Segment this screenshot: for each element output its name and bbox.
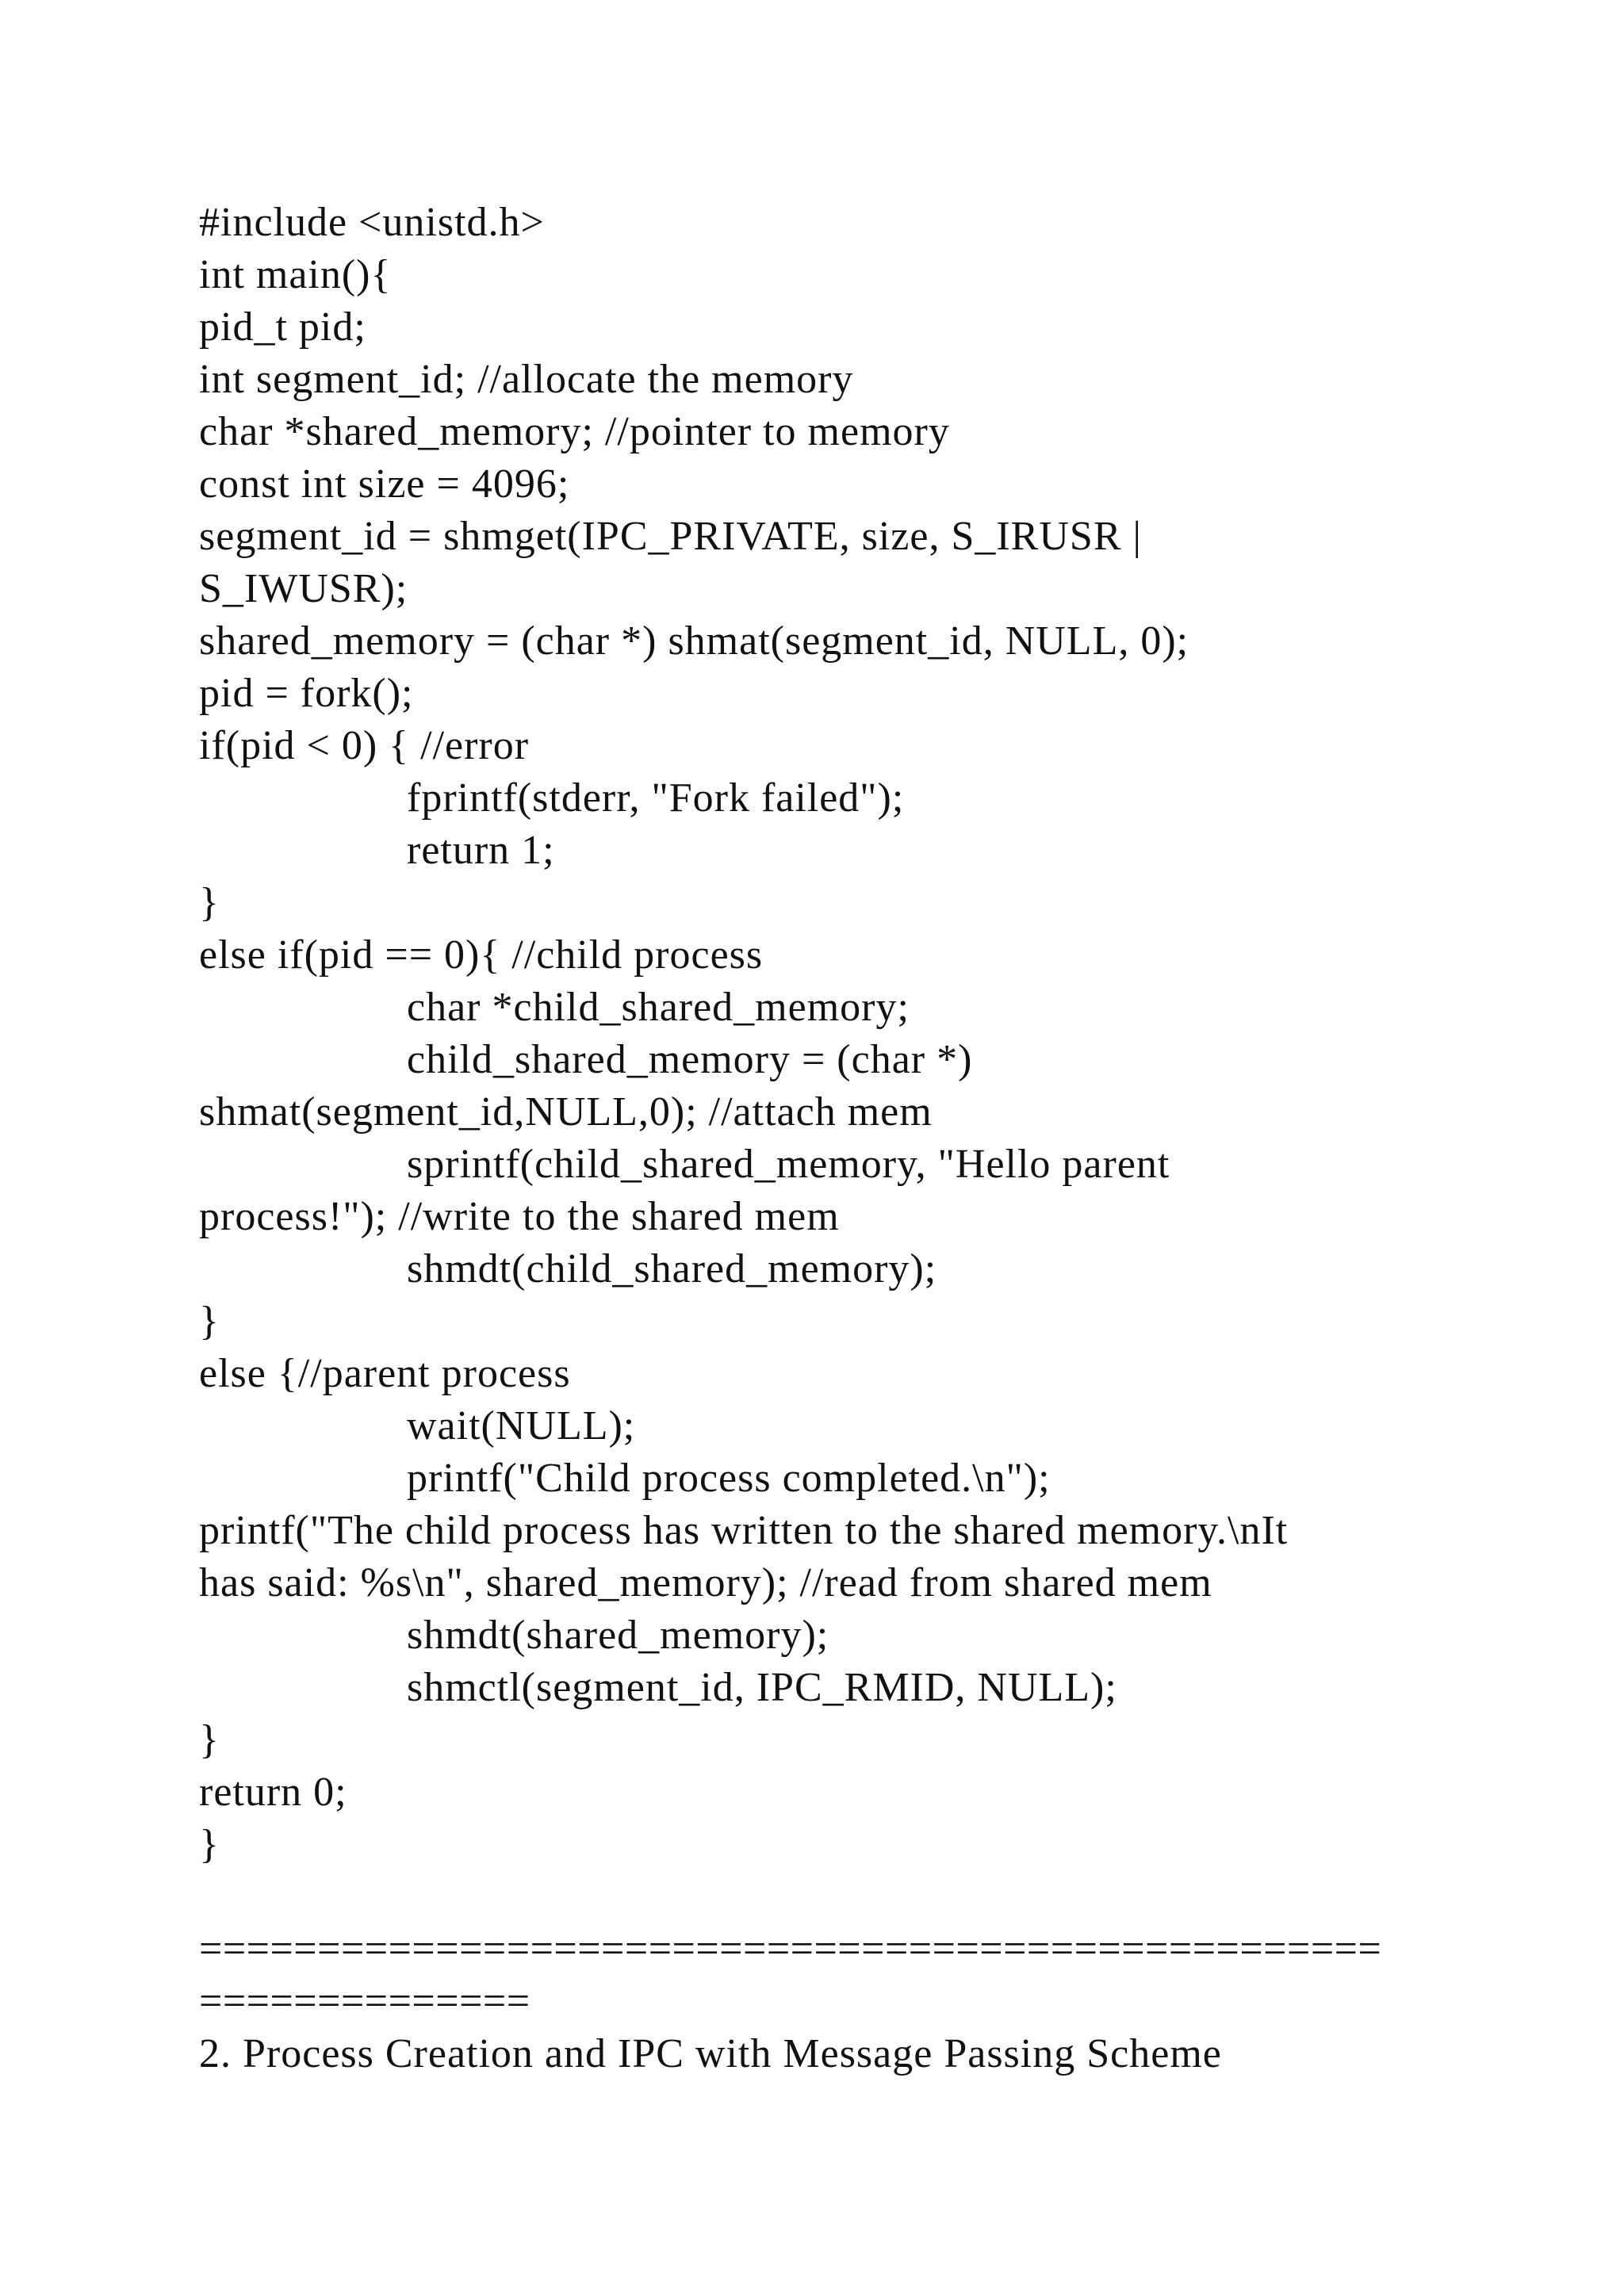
text-line-indented: char *child_shared_memory;	[407, 985, 910, 1030]
text-line: if(pid < 0) { //error	[199, 723, 530, 768]
text-line: #include <unistd.h>	[199, 200, 545, 245]
text-line-indented: sprintf(child_shared_memory, "Hello parent	[407, 1142, 1170, 1187]
text-line: }	[199, 880, 220, 925]
text-line: S_IWUSR);	[199, 566, 408, 611]
text-line-indented: return 1;	[407, 828, 555, 873]
text-line: printf("The child process has written to the shared memory.\nIt	[199, 1508, 1289, 1553]
text-line: char *shared_memory; //pointer to memory	[199, 409, 950, 454]
text-line: process!"); //write to the shared mem	[199, 1194, 840, 1239]
text-line: else {//parent process	[199, 1351, 571, 1396]
text-line: int main(){	[199, 252, 392, 297]
text-line-indented: child_shared_memory = (char *)	[407, 1037, 973, 1082]
blank-line	[199, 1871, 1436, 1923]
code-listing	[199, 197, 1436, 2080]
text-line: shared_memory = (char *) shmat(segment_id, NULL, 0);	[199, 618, 1189, 664]
separator-line: ==================================================	[199, 1927, 1382, 1972]
text-line-indented: fprintf(stderr, "Fork failed");	[407, 775, 905, 821]
text-line: const int size = 4096;	[199, 461, 570, 507]
text-line: pid = fork();	[199, 671, 414, 716]
text-line: pid_t pid;	[199, 304, 366, 350]
text-line-indented: shmdt(child_shared_memory);	[407, 1246, 937, 1292]
text-line-indented: shmdt(shared_memory);	[407, 1613, 829, 1658]
text-line: shmat(segment_id,NULL,0); //attach mem	[199, 1089, 933, 1135]
text-line: else if(pid == 0){ //child process	[199, 932, 764, 978]
text-line: int segment_id; //allocate the memory	[199, 357, 854, 402]
section-heading: 2. Process Creation and IPC with Message Passing Scheme	[199, 2031, 1222, 2076]
text-line-indented: wait(NULL);	[407, 1403, 636, 1448]
text-line-indented: printf("Child process completed.\n");	[407, 1456, 1051, 1501]
text-line: }	[199, 1717, 220, 1762]
text-line: return 0;	[199, 1770, 347, 1815]
text-line: }	[199, 1822, 220, 1867]
text-line: segment_id = shmget(IPC_PRIVATE, size, S_IRUSR |	[199, 514, 1142, 559]
text-line-indented: shmctl(segment_id, IPC_RMID, NULL);	[407, 1665, 1117, 1710]
text-line: }	[199, 1299, 220, 1344]
text-line: has said: %s\n", shared_memory); //read from shared mem	[199, 1560, 1212, 1605]
separator-line: ==============	[199, 1979, 530, 2024]
